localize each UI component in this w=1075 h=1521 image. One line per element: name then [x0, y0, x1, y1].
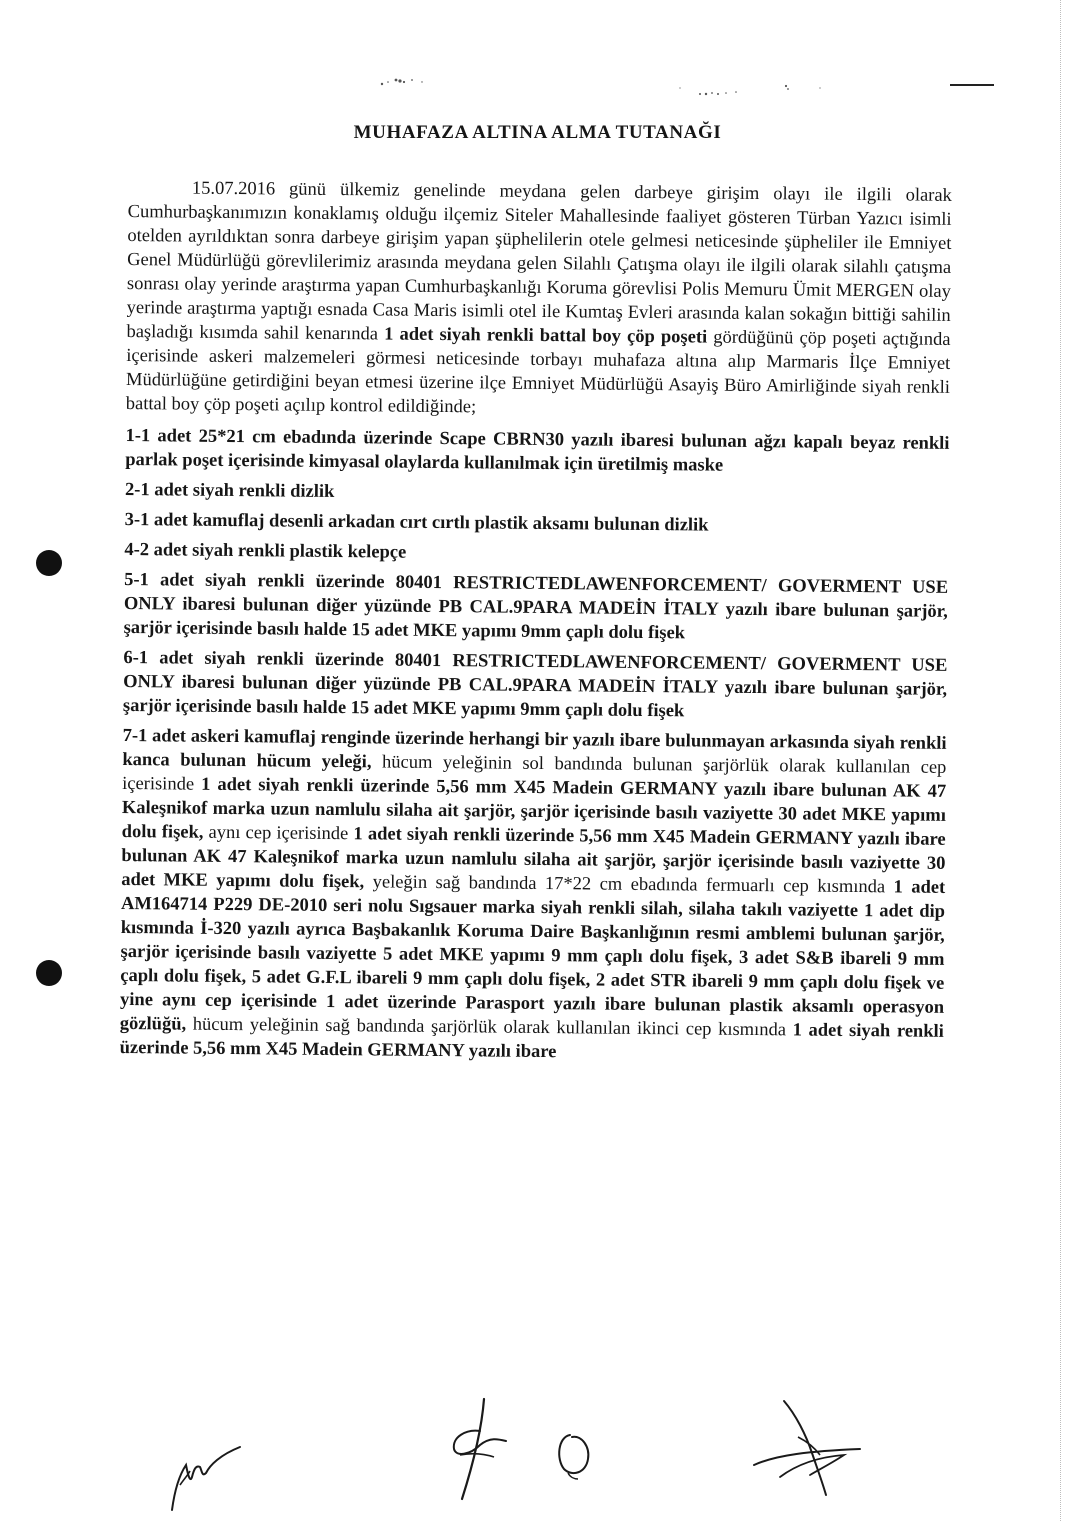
signature-row [0, 1395, 1075, 1515]
document-title: MUHAFAZA ALTINA ALMA TUTANAĞI [353, 122, 722, 143]
intro-paragraph [126, 176, 952, 424]
item7-text-3: yeleğin sağ bandında 17*22 cm ebadında fermuarlı cep kısmında [364, 872, 894, 898]
top-rule [950, 84, 994, 86]
item7-bold-3: 1 adet siyah renkli üzerinde 5,56 mm X45 Madein GERMANY yazılı ibare bulunan AK 47 Kaleşnikof marka uzun namlulu silaha ait şarjör, şarjör içerisinde basılı vaziyette 30 adet MKE yapımı dolu fişek, [121, 824, 946, 893]
document-body [120, 176, 952, 1068]
signature-3 [548, 1425, 608, 1485]
list-item: 3-1 adet kamuflaj desenli arkadan cırt cırtlı plastik aksamı bulunan dizlik [124, 509, 709, 536]
punch-hole [36, 960, 62, 986]
punch-hole [36, 550, 62, 576]
list-item: 6-1 adet siyah renkli üzerinde 80401 RESTRICTEDLAWENFORCEMENT/ GOVERMENT USE ONLY ibaresi bulunan diğer yüzünde PB CAL.9PARA MADEİN İTALY yazılı ibare bulunan şarjör, şarjör içerisinde basılı halde 15 adet MKE yapımı 9mm çaplı dolu fişek [122, 647, 948, 722]
signature-4 [740, 1395, 870, 1505]
intro-bold-item: 1 adet siyah renkli battal boy çöp poşeti [384, 324, 708, 348]
item7-bold-1: 7-1 adet askeri kamuflaj renginde üzerinde herhangi bir yazılı ibare bulunmayan arkasında siyah renkli kanca bulunan hücum yeleği, [122, 725, 947, 773]
item7-bold-2: 1 adet siyah renkli üzerinde 5,56 mm X45 Madein GERMANY yazılı ibare bulunan AK 47 Kaleşnikof marka uzun namlulu silaha ait şarjör, şarjör içerisinde basılı vaziyette 30 adet MKE yapımı dolu fişek, [121, 774, 947, 843]
signature-2 [440, 1395, 520, 1505]
scan-edge [1059, 0, 1061, 1521]
signature-1 [150, 1425, 260, 1515]
item7-bold-4: 1 adet AM164714 P229 DE-2010 seri nolu Sıgsauer marka siyah renkli silah, silaha takılı vaziyette 1 adet dip kısmında İ-320 yazılı ayrıca Başbakanlık Koruma Daire Başkanlığının resmi amblemi bulunan şarjör, şarjör içerisinde basılı vaziyette 5 adet MKE yapımı 9 mm çaplı dolu fişek, 3 adet S&B ibareli 9 mm çaplı dolu fişek, 5 adet G.F.L ibareli 9 mm çaplı dolu fişek, 2 adet STR ibareli 9 mm çaplı dolu fişek ve yine aynı cep içerisinde 1 adet üzerinde Parasport yazılı ibare bulunan plastik aksamlı operasyon gözlüğü, [119, 877, 946, 1035]
item7-text-1: hücum yeleğinin sol bandında bulunan şarjörlük olarak kullanılan cep içerisinde [122, 752, 947, 795]
intro-text-1: 15.07.2016 günü ülkemiz genelinde meydana gelen darbeye girişim olayı ile ilgili olarak Cumhurbaşkanımızın konaklamış olduğu ilçemiz Siteler Mahallesinde faaliyet gösteren Türban Yazıcı isimli otelden ayrıldıktan sonra darbeye girişim yapan şüphelilerin otele gelmesi neticesinde şüpheliler ile Emniyet Genel Müdürlüğü görevlilerimiz arasında meydana gelen Silahlı Çatışma olayı ile ilgili olarak silahlı çatışma sonrası olay yerinde araştırma yapan Cumhurbaşkanlığı Koruma görevlisi Polis Memuru Ümit MERGEN olay yerinde araştırma yaptığı esnada Casa Maris isimli otel ile Kumtaş Evleri arasında kalan sokağın bittiği sahilin başladığı kısımda sahil kenarında [126, 178, 952, 345]
list-item: 4-2 adet siyah renkli plastik kelepçe [124, 539, 407, 563]
list-item: 5-1 adet siyah renkli üzerinde 80401 RESTRICTEDLAWENFORCEMENT/ GOVERMENT USE ONLY ibaresi bulunan diğer yüzünde PB CAL.9PARA MADEİN İTALY yazılı ibare bulunan şarjör, şarjör içerisinde basılı halde 15 adet MKE yapımı 9mm çaplı dolu fişek [123, 569, 949, 644]
item7-text-2: aynı cep içerisinde [203, 822, 354, 845]
list-item: 1-1 adet 25*21 cm ebadında üzerinde Scape CBRN30 yazılı ibaresi bulunan ağzı kapalı beyaz renkli parlak poşet içerisinde kimyasal olaylarda kullanılmak için üretilmiş maske [125, 425, 950, 476]
item7-bold-5: 1 adet siyah renkli üzerinde 5,56 mm X45 Madein GERMANY yazılı ibare [119, 1020, 944, 1063]
list-item: 2-1 adet siyah renkli dizlik [124, 479, 335, 502]
intro-text-2: gördüğünü çöp poşeti açtığında içerisinde askeri malzemeleri görmesi neticesinde torbayı muhafaza altına alıp Marmaris İlçe Emniyet Müdürlüğüne getirdiğini beyan etmesi üzerine ilçe Emniyet Müdürlüğü Asayiş Büro Amirliğinde siyah renkli battal boy çöp poşeti açılıp kontrol edildiğinde; [125, 327, 951, 418]
list-item-7 [120, 724, 947, 1068]
item7-text-4: hücum yeleğinin sağ bandında şarjörlük olarak kullanılan ikinci cep kısmında [186, 1014, 793, 1041]
scan-noise [360, 70, 840, 100]
